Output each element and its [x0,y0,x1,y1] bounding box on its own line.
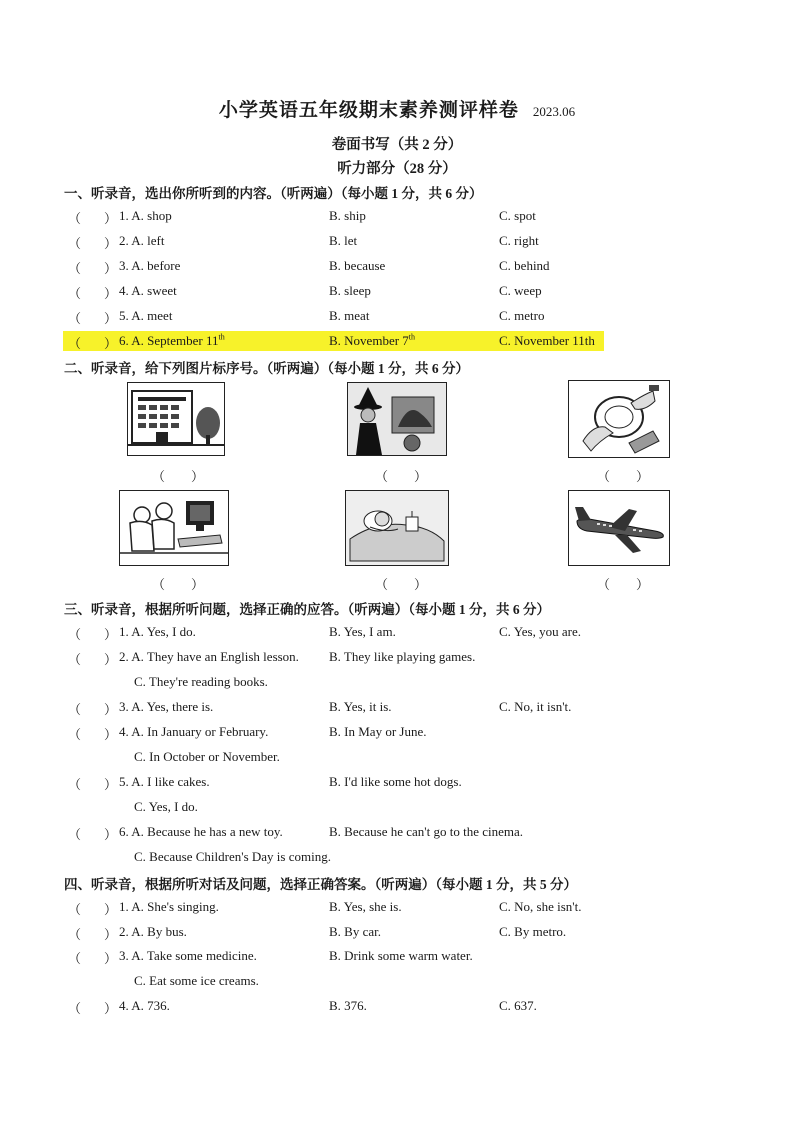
option-c: C. weep [499,283,542,298]
answer-paren-open: （ [68,652,82,667]
option-c: C. metro [499,308,545,323]
option-a: 4. A. 736. [119,998,170,1013]
answer-paren-open: （ [68,1001,82,1016]
option-b: B. Because he can't go to the cinema. [329,824,524,839]
option-c: C. November 11th [499,333,595,348]
washing-dishes-icon [568,380,670,458]
option-c: C. behind [499,258,550,273]
answer-paren-close: ） [104,902,118,917]
answer-paren-open: （ [68,336,82,351]
section3-heading: 三、听录音，根据所听问题，选择正确的应答。（听两遍）（每小题 1 分，共 6 分） [64,602,550,617]
picture1-answer-blank: （ ） [152,469,205,484]
option-c: C. right [499,233,539,248]
option-b: B. They like playing games. [329,649,476,664]
answer-paren-close: ） [104,777,118,792]
option-b-text: B. November 7 [329,333,409,348]
school-building-icon [127,382,225,456]
option-a: 1. A. shop [119,208,172,223]
option-a: 4. A. In January or February. [119,724,269,739]
sick-in-bed-icon [345,490,449,566]
option-c: C. In October or November. [134,749,280,764]
option-c: C. No, she isn't. [499,899,582,914]
answer-paren-close: ） [104,286,118,301]
answer-paren-close: ） [104,336,118,351]
section4-heading: 四、听录音，根据所听对话及问题，选择正确答案。（听两遍）（每小题 1 分，共 5 分） [64,877,577,892]
option-a: 4. A. sweet [119,283,177,298]
answer-paren-open: （ [68,951,82,966]
option-b: B. because [329,258,386,273]
option-a: 2. A. By bus. [119,924,187,939]
answer-paren-open: （ [68,902,82,917]
exam-date: 2023.06 [532,104,576,119]
answer-paren-open: （ [68,311,82,326]
picture6-answer-blank: （ ） [597,577,650,592]
answer-paren-close: ） [104,702,118,717]
option-b: B. 376. [329,998,367,1013]
answer-paren-close: ） [104,311,118,326]
option-c: C. They're reading books. [134,674,268,689]
option-c: C. No, it isn't. [499,699,572,714]
witch-halloween-icon [347,382,447,456]
option-b: B. Yes, she is. [329,899,402,914]
option-b: B. meat [329,308,370,323]
option-b: B. sleep [329,283,371,298]
answer-paren-close: ） [104,211,118,226]
option-a: 1. A. She's singing. [119,899,219,914]
option-a: 5. A. I like cakes. [119,774,210,789]
option-a [119,333,225,349]
option-a: 3. A. Take some medicine. [119,948,257,963]
option-a: 6. A. Because he has a new toy. [119,824,283,839]
option-b: B. let [329,233,358,248]
answer-paren-close: ） [104,261,118,276]
option-a-suffix: th [218,332,225,342]
option-b [329,333,415,349]
answer-paren-open: （ [68,236,82,251]
answer-paren-open: （ [68,286,82,301]
answer-paren-close: ） [104,652,118,667]
option-b: B. Yes, it is. [329,699,392,714]
option-b: B. I'd like some hot dogs. [329,774,462,789]
answer-paren-close: ） [104,927,118,942]
picture5-answer-blank: （ ） [375,577,428,592]
option-c: C. Yes, you are. [499,624,581,639]
picture3-answer-blank: （ ） [597,469,650,484]
answer-paren-close: ） [104,1001,118,1016]
option-c: C. Because Children's Day is coming. [134,849,331,864]
section2-heading: 二、听录音，给下列图片标序号。（听两遍）（每小题 1 分，共 6 分） [64,361,469,376]
answer-paren-open: （ [68,261,82,276]
option-c: C. By metro. [499,924,567,939]
option-a: 3. A. Yes, there is. [119,699,214,714]
answer-paren-open: （ [68,727,82,742]
exam-title [0,95,794,122]
airplane-icon [568,490,670,566]
picture4-answer-blank: （ ） [152,577,205,592]
answer-paren-open: （ [68,927,82,942]
children-computer-icon [119,490,229,566]
option-a: 5. A. meet [119,308,173,323]
option-b: B. Yes, I am. [329,624,396,639]
option-a-text: 6. A. September 11 [119,333,219,348]
answer-paren-close: ） [104,236,118,251]
option-a: 3. A. before [119,258,181,273]
answer-paren-open: （ [68,777,82,792]
option-a: 2. A. left [119,233,165,248]
answer-paren-open: （ [68,702,82,717]
handwriting-score: 卷面书写（共 2 分） [331,137,463,153]
option-a: 2. A. They have an English lesson. [119,649,299,664]
option-b: B. ship [329,208,366,223]
listening-part-title: 听力部分（28 分） [337,161,457,177]
option-c: C. 637. [499,998,537,1013]
option-a: 1. A. Yes, I do. [119,624,196,639]
section1-heading: 一、听录音，选出你所听到的内容。（听两遍）（每小题 1 分，共 6 分） [64,186,483,201]
answer-paren-close: ） [104,827,118,842]
picture2-answer-blank: （ ） [375,469,428,484]
option-c: C. Yes, I do. [134,799,198,814]
option-c: C. Eat some ice creams. [134,973,259,988]
option-b: B. By car. [329,924,381,939]
option-c: C. spot [499,208,536,223]
answer-paren-open: （ [68,627,82,642]
answer-paren-open: （ [68,827,82,842]
answer-paren-open: （ [68,211,82,226]
answer-paren-close: ） [104,627,118,642]
answer-paren-close: ） [104,951,118,966]
answer-paren-close: ） [104,727,118,742]
option-b: B. Drink some warm water. [329,948,473,963]
option-b-suffix: th [408,332,416,342]
exam-title-text: 小学英语五年级期末素养测评样卷 [218,100,519,121]
option-b: B. In May or June. [329,724,427,739]
